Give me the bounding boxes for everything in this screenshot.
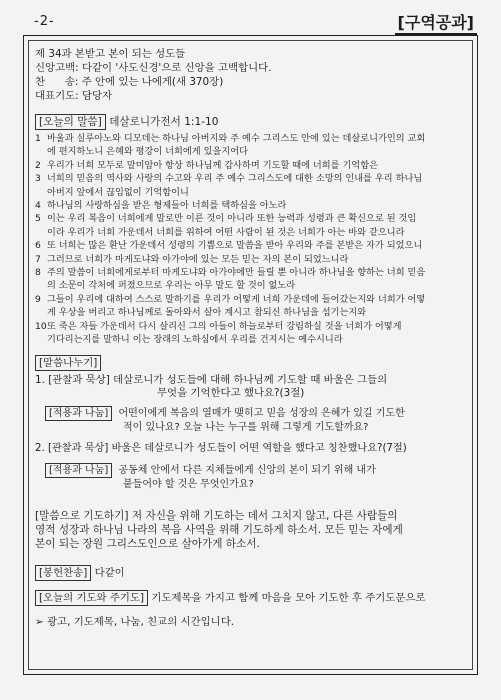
verse-line bbox=[35, 239, 466, 252]
hymn-row bbox=[35, 75, 466, 89]
verse-line bbox=[35, 253, 466, 266]
verse-line bbox=[35, 172, 466, 185]
closing-prayer bbox=[35, 509, 466, 551]
verse-text: 에 편지하노니 은혜와 평강이 너희에게 있을지어다 bbox=[47, 146, 248, 158]
verse-line bbox=[35, 333, 466, 346]
question-1-prefix: 1. [관찰과 묵상] bbox=[35, 373, 110, 386]
reading-heading bbox=[35, 114, 466, 130]
verse-text: 그러므로 너희가 마게도냐와 아가야에 있는 모든 믿는 자의 본이 되었느니라 bbox=[47, 253, 349, 265]
verse-line bbox=[35, 226, 466, 239]
verse-text: 의 소문이 각처에 퍼졌으므로 우리는 아무 말도 할 것이 없노라 bbox=[47, 280, 296, 292]
verse-number: 1 bbox=[35, 133, 41, 144]
verse-number: 6 bbox=[35, 240, 41, 252]
prayer-text: 담당자 bbox=[81, 90, 113, 102]
verse-text: 기다리는지를 말하니 이는 장래의 노하심에서 우리를 건지시는 예수시니라 bbox=[47, 334, 343, 346]
application-2-line-2: 붙들어야 할 것은 무엇인가요? bbox=[123, 479, 254, 491]
verse-text: 우리가 너희 모두로 말미암아 항상 하나님께 감사하며 기도할 때에 너희를 기억함은 bbox=[47, 159, 378, 171]
verse-number: 9 bbox=[35, 293, 41, 305]
offering-text: 다같이 bbox=[94, 567, 125, 580]
sharing-heading bbox=[35, 355, 466, 371]
reading-label: [오늘의 말씀] bbox=[35, 114, 106, 130]
verse-number: 7 bbox=[35, 253, 41, 265]
verse-text: 또 너희는 많은 환난 가운데서 성령의 기쁨으로 말씀을 받아 우리와 주를 본받은 자가 되었으니 bbox=[47, 240, 423, 252]
hymn-text: 주 안에 있는 나에게(새 370장) bbox=[81, 76, 224, 88]
closing-prayer-line-2: 영적 성장과 하나님 나라의 복음 사역을 위해 기도하게 하소서. 모든 믿는 자에게 bbox=[35, 524, 403, 537]
question-1-line-2: 무엇을 기억한다고 했나요?(3절) bbox=[157, 387, 305, 400]
sharing-label: [말씀나누기] bbox=[35, 355, 101, 371]
verse-text: 바울과 실루아노와 디모데는 하나님 아버지와 주 예수 그리스도 안에 있는 데살로니가인의 교회 bbox=[47, 133, 426, 144]
verse-line bbox=[35, 320, 466, 333]
creed-text: 다같이 '사도신경'으로 신앙을 고백합니다. bbox=[81, 62, 272, 74]
verse-text: 주의 말씀이 너희에게로부터 마게도냐와 아가야에만 들릴 뿐 아니라 하나님을 향하는 너희 믿음 bbox=[47, 267, 426, 279]
question-2: 2. [관찰과 묵상] 바울은 데살로니가 성도들이 어떤 역할을 했다고 칭찬했나요?(7절) bbox=[35, 442, 407, 454]
application-1-line-2: 적이 있나요? 오늘 나는 누구를 위해 그렇게 기도할까요? bbox=[123, 421, 369, 433]
application-2 bbox=[35, 463, 466, 478]
hymn-label: 찬 송: bbox=[35, 76, 79, 88]
verse-text: 이는 우리 복음이 너희에게 말로만 이른 것이 아니라 또한 능력과 성령과 큰 확신으로 된 것임 bbox=[47, 213, 417, 225]
announcement: ➢ 광고, 기도제목, 나눔, 친교의 시간입니다. bbox=[35, 616, 235, 629]
application-1-tag: [적용과 나눔] bbox=[45, 406, 112, 421]
verse-line bbox=[35, 159, 466, 172]
offering-row bbox=[35, 565, 466, 581]
verse-line bbox=[35, 145, 466, 158]
lesson-title: 제 34과 본받고 본이 되는 성도들 bbox=[35, 48, 186, 60]
verse-number: 10 bbox=[35, 320, 47, 332]
section-badge: [구역공과] bbox=[395, 10, 477, 36]
verse-number: 8 bbox=[35, 267, 41, 279]
verse-text: 또 죽은 자들 가운데서 다시 살리신 그의 아들이 하늘로부터 강림하실 것을 너희가 어떻게 bbox=[47, 320, 402, 332]
verse-number: 5 bbox=[35, 213, 41, 225]
prayer-row bbox=[35, 89, 466, 103]
page-number: -2- bbox=[34, 14, 55, 29]
intercession-text: 기도제목을 가지고 함께 마음을 모아 기도한 후 주기도문으로 bbox=[151, 592, 426, 605]
creed-row bbox=[35, 61, 466, 75]
reading-reference: 데살로니가전서 1:1-10 bbox=[109, 116, 219, 128]
question-1 bbox=[35, 374, 466, 388]
verse-list bbox=[35, 132, 466, 347]
application-1 bbox=[35, 406, 466, 421]
verse-text: 그들이 우리에 대하여 스스로 말하기를 우리가 어떻게 너희 가운데에 들어갔는지와 너희가 어떻 bbox=[47, 293, 426, 305]
closing-prayer-line-1: [말씀으로 기도하기] 저 자신을 위해 기도하는 데서 그치지 않고, 다른 사람들의 bbox=[35, 510, 398, 523]
application-2-tag: [적용과 나눔] bbox=[45, 463, 112, 478]
closing-prayer-line-3: 본이 되는 장원 그리스도인으로 살아가게 하소서. bbox=[35, 538, 260, 551]
verse-text: 하나님의 사랑하심을 받은 형제들아 너희를 택하심을 아노라 bbox=[47, 200, 287, 212]
verse-text: 아버지 앞에서 끊임없이 기억함이니 bbox=[47, 186, 189, 198]
application-2-line-1: 공동체 안에서 다른 지체들에게 신앙의 본이 되기 위해 내가 bbox=[118, 465, 376, 477]
verse-line bbox=[35, 279, 466, 292]
verse-line bbox=[35, 266, 466, 279]
lesson-content bbox=[35, 47, 466, 629]
verse-number: 4 bbox=[35, 200, 41, 212]
application-1-line-1: 어떤이에게 복음의 열매가 맺히고 믿음 성장의 은혜가 있길 기도한 bbox=[118, 407, 405, 419]
creed-label: 신앙고백: bbox=[35, 62, 79, 74]
verse-number: 3 bbox=[35, 173, 41, 185]
verse-line bbox=[35, 212, 466, 225]
lesson-inner-border bbox=[28, 40, 473, 670]
lesson-frame bbox=[23, 35, 478, 675]
verse-line bbox=[35, 199, 466, 212]
question-1-line-1: 데살로니가 성도들에 대해 하나님께 기도할 때 바울은 그들의 bbox=[113, 373, 388, 386]
verse-line bbox=[35, 132, 466, 145]
verse-line bbox=[35, 293, 466, 306]
verse-text: 너희의 믿음의 역사와 사랑의 수고와 우리 주 예수 그리스도에 대한 소망의 인내를 우리 하나님 bbox=[47, 173, 423, 185]
prayer-label: 대표기도: bbox=[35, 90, 79, 102]
intercession-tag: [오늘의 기도와 주기도] bbox=[35, 590, 148, 606]
verse-number: 2 bbox=[35, 159, 41, 171]
verse-line bbox=[35, 186, 466, 199]
intercession-row bbox=[35, 590, 466, 606]
verse-text: 게 우상을 버리고 하나님께로 돌아와서 살아 계시고 참되신 하나님을 섬기는지와 bbox=[47, 307, 367, 319]
verse-line bbox=[35, 306, 466, 319]
verse-text: 이라 우리가 너희 가운데서 너희를 위하여 어떤 사람이 된 것은 너희가 아는 바와 같으니라 bbox=[47, 226, 405, 238]
offering-tag: [봉헌찬송] bbox=[35, 565, 91, 581]
